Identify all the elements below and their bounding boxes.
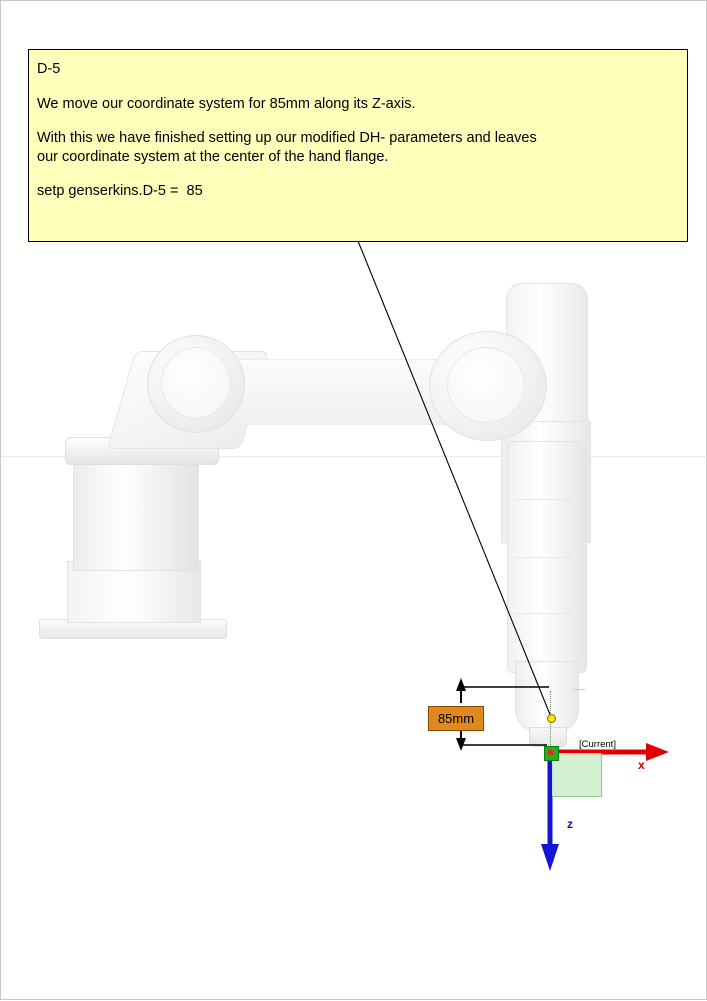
axis-x-label: x <box>638 758 645 772</box>
dimension-value-label: 85mm <box>428 706 484 731</box>
note-paragraph-1: We move our coordinate system for 85mm along its Z-axis. <box>37 95 416 112</box>
axis-z-label: z <box>567 817 573 831</box>
current-frame-label: [Current] <box>579 739 616 750</box>
frame-origin-center-dot <box>548 750 553 755</box>
flange-center-point <box>547 714 556 723</box>
note-title: D-5 <box>37 61 61 77</box>
note-spacer-1 <box>37 79 679 95</box>
note-spacer-3 <box>37 166 679 182</box>
note-paragraph-2-line-2: our coordinate system at the center of the hand flange. <box>37 148 389 165</box>
note-command: setp genserkins.D-5 = 85 <box>37 183 203 200</box>
leader-line <box>358 241 551 717</box>
frame-plane-indicator <box>552 753 602 797</box>
note-spacer-2 <box>37 113 679 129</box>
note-paragraph-2-line-1: With this we have finished setting up our modified DH- parameters and leaves <box>37 130 537 147</box>
annotation-note-box <box>28 49 688 242</box>
